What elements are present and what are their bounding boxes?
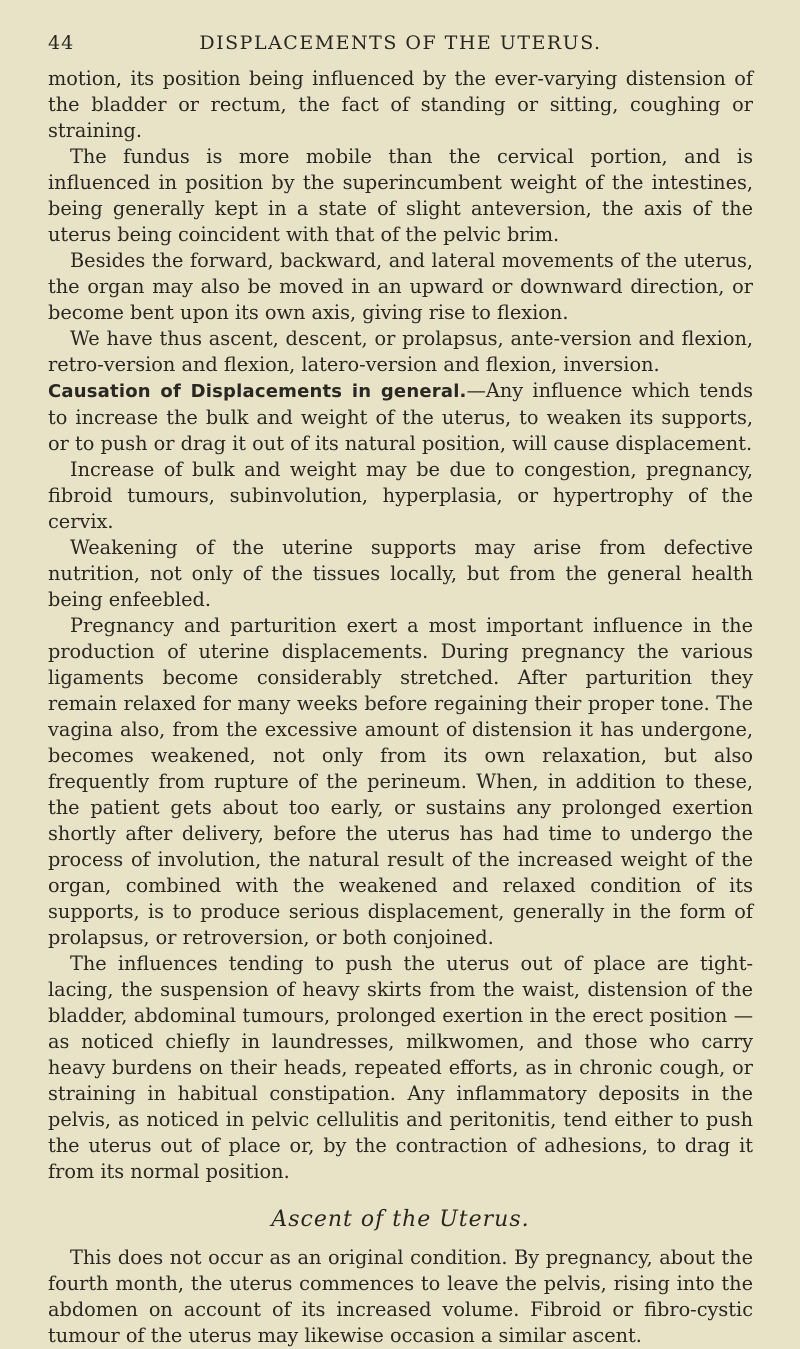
paragraph-pregnancy: Pregnancy and parturition exert a most important influence in the production of uterine displacements. During pregnancy the various ligaments become considerably stretched. After parturition they remain relaxed for many weeks before regaining their proper tone. The vagina also, from the excessive amount of distension it has undergone, becomes weakened, not only from its own relaxation, but also frequently from rupture of the perineum. When, in addition to these, the patient gets about too early, or sustains any prolonged exertion shortly after delivery, before the uterus has had time to undergo the process of involution, the natural result of the increased weight of the organ, combined with the weakened and relaxed condition of its supports, is to produce serious displacement, generally in the form of prolapsus, or retroversion, or both conjoined. <box>48 614 753 949</box>
body-text <box>48 66 753 1349</box>
paragraph-fundus: The fundus is more mobile than the cervical portion, and is influenced in position by the superincumbent weight of the intestines, being generally kept in a state of slight anteversion, the axis of the uterus being coincident with that of the pelvic brim. <box>48 145 753 246</box>
paragraph-influences: The influences tending to push the uterus out of place are tight-lacing, the suspension of heavy skirts from the waist, distension of the bladder, abdominal tumours, prolonged exertion in the erect position —as noticed chiefly in laundresses, milkwomen, and those who carry heavy burdens on their heads, repeated efforts, as in chronic cough, or straining in habitual constipation. Any inflammatory deposits in the pelvis, as noticed in pelvic cellulitis and peritonitis, tend either to push the uterus out of place or, by the contraction of adhesions, to drag it from its normal position. <box>48 952 753 1183</box>
paragraph-ascent: This does not occur as an original condition. By pregnancy, about the fourth month, the uterus commences to leave the pelvis, rising into the abdomen on account of its increased volume. Fibroid or fibro-cystic tumour of the uterus may likewise occasion a similar ascent. <box>48 1246 753 1347</box>
paragraph-continued: motion, its position being influenced by the ever-varying distension of the bladder or rectum, the fact of standing or sitting, coughing or straining. <box>48 67 753 142</box>
paragraph-weakening: Weakening of the uterine supports may arise from defective nutrition, not only of the tissues locally, but from the general health being enfeebled. <box>48 536 753 611</box>
paragraph-movements: Besides the forward, backward, and lateral movements of the uterus, the organ may also be moved in an upward or downward direction, or become bent upon its own axis, giving rise to flexion. <box>48 249 753 324</box>
paragraph-types: We have thus ascent, descent, or prolapsus, ante-version and flexion, retro-version and flexion, latero-version and flexion, inversion. <box>48 327 753 376</box>
page-number: 44 <box>48 32 75 54</box>
page-header <box>48 28 753 58</box>
causation-heading: Causation of Displacements in general. <box>48 381 467 402</box>
section-title: Ascent of the Uterus. <box>271 1207 530 1232</box>
running-head: DISPLACEMENTS OF THE UTERUS. <box>199 32 602 54</box>
book-page <box>48 28 753 1349</box>
causation-text: —Any influence which tends to increase the bulk and weight of the uterus, to weaken its supports, or to push or drag it out of its natural position, will cause displacement. <box>48 379 753 455</box>
paragraph-causation <box>48 378 753 457</box>
paragraph-bulk: Increase of bulk and weight may be due to congestion, pregnancy, fibroid tumours, subinvolution, hyperplasia, or hypertrophy of the cervix. <box>48 458 753 533</box>
